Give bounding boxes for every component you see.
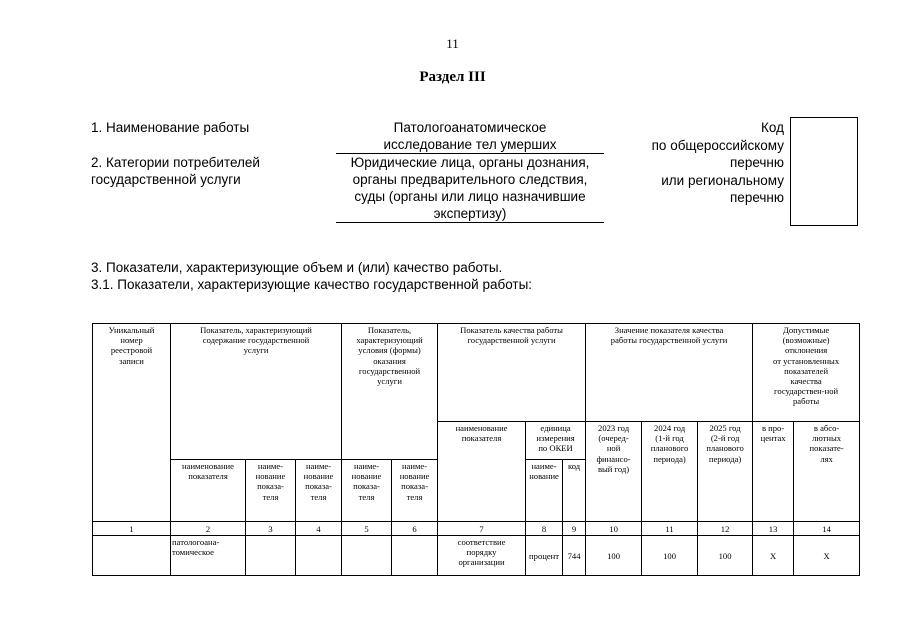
header-line: наименование (182, 461, 234, 471)
cell-value-2024: 100 (642, 536, 698, 576)
header-year-2024 (642, 422, 698, 522)
header-quality-indicator (438, 324, 586, 422)
header-line: государствен-ной (774, 386, 839, 397)
header-line: в абсо- (813, 423, 840, 433)
header-unit-name (526, 460, 563, 522)
column-number: 8 (526, 522, 563, 536)
header-line: наименование (455, 423, 508, 433)
header-line: нование (303, 471, 334, 482)
header-line: ной (606, 443, 621, 454)
cell-line: порядку (466, 547, 497, 558)
page-number: 11 (446, 36, 459, 51)
quality-heading: 3.1. Показатели, характеризующие качество государственной работы: (91, 277, 533, 292)
code-label-line: по общероссийскому (651, 137, 784, 153)
header-line: работы государственной услуги (610, 335, 728, 346)
header-line: наиме- (353, 461, 380, 471)
header-line: измерения (536, 433, 575, 444)
cell-line: патологоана- (172, 537, 220, 547)
header-line: показа- (257, 481, 284, 492)
header-line: содержание государственной (202, 335, 310, 346)
header-line: в про- (761, 423, 785, 433)
header-line: государственной услуги (467, 335, 556, 346)
header-line: Допустимые (782, 325, 830, 335)
code-label-line: или региональному (661, 172, 784, 188)
cell-unit: процент (526, 536, 563, 576)
quality-indicators-table (92, 323, 860, 576)
header-conditions-spacer (342, 422, 438, 460)
header-line: (2-й год (710, 433, 740, 444)
header-line: Показатель, характеризующий (200, 325, 312, 335)
header-line: показа- (353, 481, 380, 492)
header-line: нование (351, 471, 382, 482)
header-line: реестровой (110, 345, 153, 356)
header-line: нование (255, 471, 286, 482)
header-line: Значение показателя качества (614, 325, 724, 335)
header-line: условия (формы) (358, 345, 421, 356)
header-unique-number (93, 324, 171, 522)
cell-line: организации (458, 557, 505, 568)
header-line: Показатель качества работы (460, 325, 563, 335)
header-allowed-deviations (753, 324, 860, 422)
cell-line: соответствие (457, 537, 506, 547)
column-number: 6 (392, 522, 438, 536)
header-unit-okei (526, 422, 586, 460)
cell-indicator-name (438, 536, 526, 576)
column-number: 1 (93, 522, 171, 536)
cell-value-2025: 100 (698, 536, 753, 576)
header-line: центах (760, 433, 786, 444)
code-box (790, 117, 858, 226)
header-col5-name (342, 460, 392, 522)
header-content-spacer (171, 422, 342, 460)
column-number: 12 (698, 522, 753, 536)
header-line: единица (540, 423, 571, 433)
consumers-value-line: суды (органы или лицо назначившие (354, 189, 586, 204)
header-line: лях (820, 453, 833, 464)
header-line: показа- (401, 481, 428, 492)
work-name-line: исследование тел умерших (383, 137, 557, 152)
header-line: теля (406, 491, 423, 502)
header-line: периода) (708, 453, 742, 464)
consumers-label (91, 154, 311, 188)
column-numbers-row (93, 522, 860, 536)
column-number: 4 (296, 522, 342, 536)
cell-value-2023: 100 (586, 536, 642, 576)
header-line: 2025 год (709, 423, 741, 433)
header-line: отклонения (784, 345, 828, 356)
header-line: Показатель, (367, 325, 412, 335)
cell-empty (296, 536, 342, 576)
header-line: нование (529, 471, 559, 482)
header-line: записи (119, 355, 144, 366)
header-absolute (794, 422, 860, 522)
code-label (600, 119, 784, 207)
header-year-2023 (586, 422, 642, 522)
cell-empty (342, 536, 392, 576)
header-col6-name (392, 460, 438, 522)
header-line: работы (792, 396, 820, 407)
header-line: показа- (305, 481, 332, 492)
column-number: 14 (794, 522, 860, 536)
header-line: по ОКЕИ (538, 443, 573, 454)
header-line: планового (650, 443, 689, 454)
header-line: (1-й год (655, 433, 684, 444)
column-number: 11 (642, 522, 698, 536)
header-line: наиме- (257, 461, 284, 471)
work-name-line: Патологоанатомическое (393, 120, 547, 135)
header-line: наиме- (531, 461, 557, 471)
cell-unit-code: 744 (563, 536, 586, 576)
header-service-conditions (342, 324, 438, 422)
cell-empty (246, 536, 296, 576)
header-col2-name (171, 460, 246, 522)
work-name-value (336, 119, 604, 154)
header-line: теля (310, 491, 327, 502)
header-line: нование (399, 471, 430, 482)
header-year-2025 (698, 422, 753, 522)
header-line: услуги (243, 345, 269, 356)
header-line: характеризующий (356, 335, 423, 346)
header-line: показате- (809, 443, 844, 454)
header-line: показателя (188, 471, 228, 482)
code-label-line: перечню (730, 155, 784, 171)
consumers-value-line: экспертизу) (433, 206, 507, 221)
header-line: (возможные) (782, 335, 830, 346)
code-label-line: перечню (730, 190, 784, 206)
header-line: наиме- (401, 461, 428, 471)
header-col3-name (246, 460, 296, 522)
header-line: номер (120, 335, 143, 346)
header-line: теля (262, 491, 279, 502)
header-line: оказания (373, 355, 406, 366)
column-number: 3 (246, 522, 296, 536)
work-name-label: 1. Наименование работы (91, 120, 250, 135)
header-line: периода) (653, 453, 686, 464)
column-number: 5 (342, 522, 392, 536)
column-number: 2 (171, 522, 246, 536)
indicators-heading: 3. Показатели, характеризующие объем и (или) качество работы. (91, 260, 503, 275)
header-service-content (171, 324, 342, 422)
cell-line: томическое (172, 547, 214, 558)
header-line: финансо- (596, 453, 631, 464)
column-number: 7 (438, 522, 526, 536)
header-line: от установленных (773, 355, 840, 366)
header-line: показателя (461, 433, 502, 444)
column-number: 13 (753, 522, 794, 536)
section-title: Раздел III (419, 69, 486, 85)
header-line: наиме- (305, 461, 332, 471)
header-line: качества (790, 376, 822, 387)
header-line: показателей (784, 365, 829, 376)
header-line: (очеред- (598, 433, 629, 444)
column-number: 9 (563, 522, 586, 536)
header-line: 2024 год (654, 423, 686, 433)
consumers-label-line: государственной услуги (91, 172, 241, 187)
header-unit-code: код (563, 460, 586, 522)
header-line: теля (358, 491, 375, 502)
cell-empty (392, 536, 438, 576)
header-line: услуги (377, 376, 402, 387)
header-indicator-name (438, 422, 526, 522)
table-row (93, 536, 860, 576)
header-indicator-value (586, 324, 753, 422)
header-line: планового (706, 443, 744, 454)
header-percent (753, 422, 794, 522)
cell-deviation-absolute: Х (794, 536, 860, 576)
consumers-value (336, 154, 604, 223)
consumers-value-line: органы предварительного следствия, (352, 172, 588, 187)
consumers-value-line: Юридические лица, органы дознания, (350, 155, 590, 170)
header-line: государственной (358, 365, 421, 376)
consumers-label-line: 2. Категории потребителей (91, 155, 260, 170)
code-label-line: Код (761, 120, 784, 135)
header-line: Уникальный (108, 325, 155, 335)
cell-service-content (171, 536, 246, 576)
cell-unique-number (93, 536, 171, 576)
header-line: 2023 год (598, 423, 630, 433)
cell-deviation-percent: Х (753, 536, 794, 576)
header-col4-name (296, 460, 342, 522)
header-line: вый год) (597, 463, 630, 474)
column-number: 10 (586, 522, 642, 536)
header-line: лютных (812, 433, 842, 444)
